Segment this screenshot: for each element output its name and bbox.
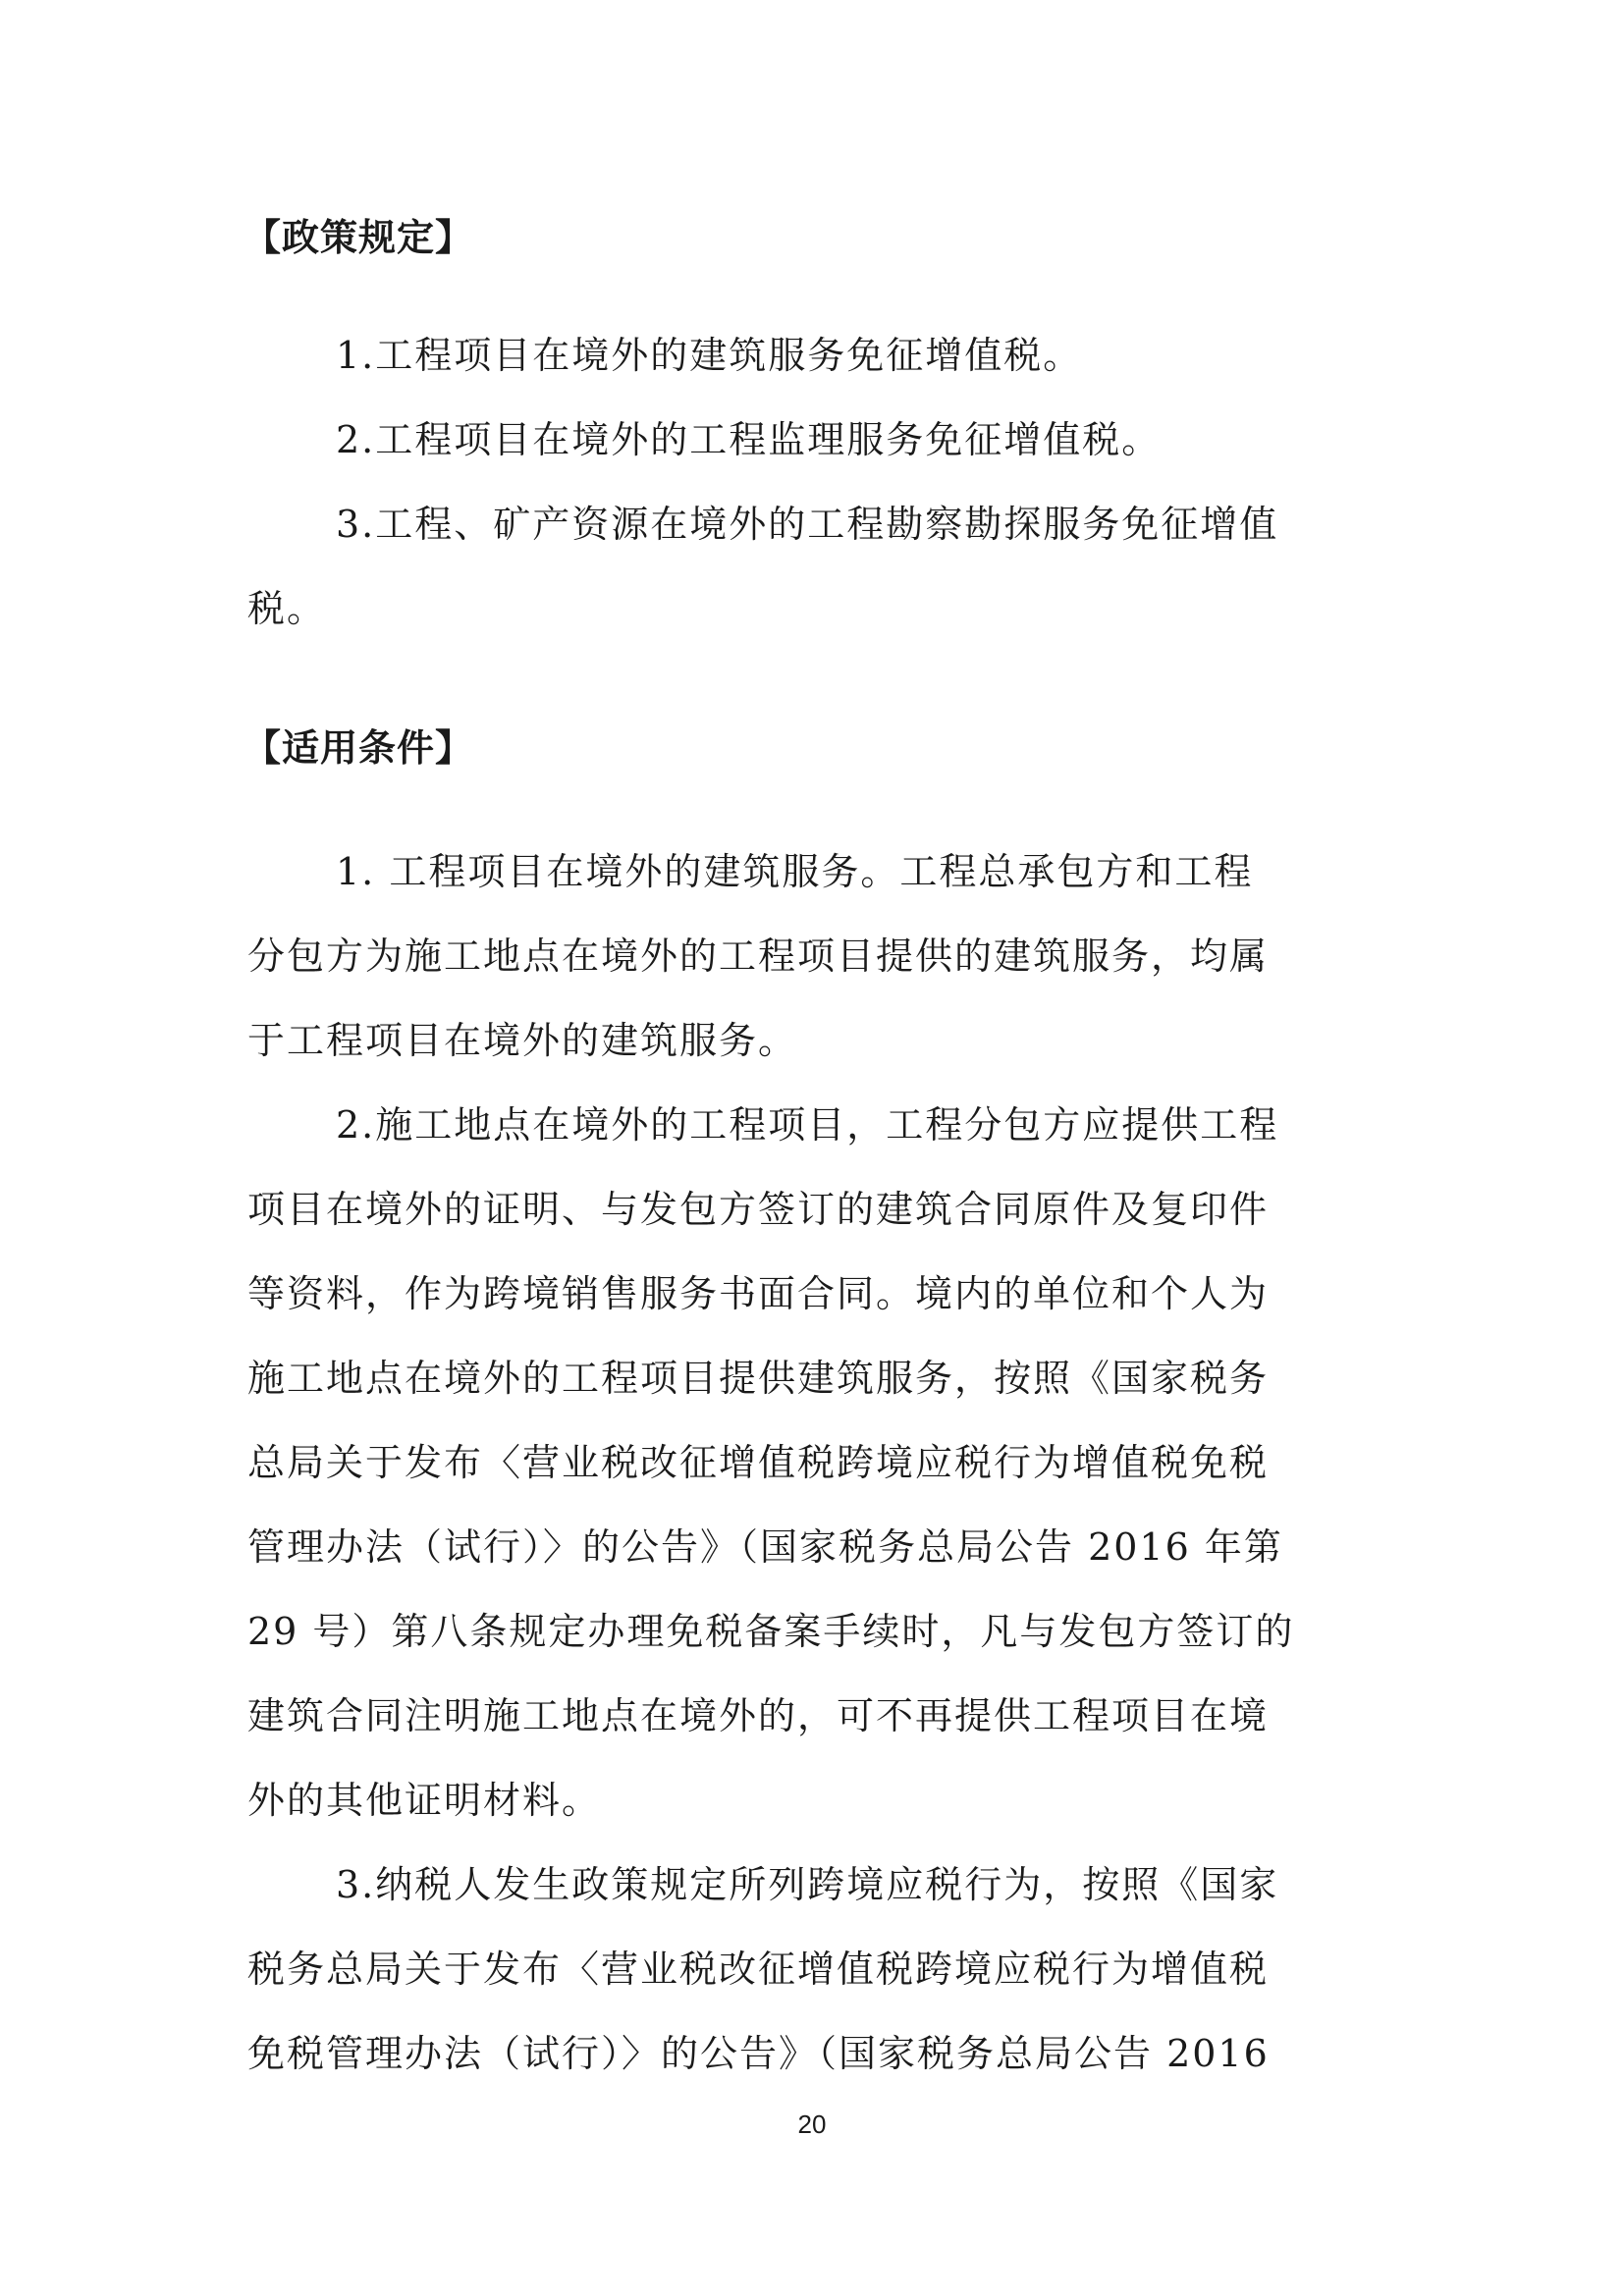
paragraph-line: 税。 (247, 587, 327, 630)
paragraph-line: 1.工程项目在境外的建筑服务免征增值税。 (336, 334, 1083, 377)
paragraph-line: 管理办法（试行）〉的公告》（国家税务总局公告 2016 年第 (247, 1525, 1283, 1569)
paragraph-line: 2.工程项目在境外的工程监理服务免征增值税。 (336, 418, 1162, 461)
paragraph-line: 施工地点在境外的工程项目提供建筑服务，按照《国家税务 (247, 1357, 1270, 1400)
paragraph-line: 免税管理办法（试行）〉的公告》（国家税务总局公告 2016 (247, 2032, 1270, 2075)
paragraph-line: 29 号）第八条规定办理免税备案手续时，凡与发包方签订的 (247, 1610, 1295, 1653)
paragraph-line: 总局关于发布〈营业税改征增值税跨境应税行为增值税免税 (247, 1441, 1270, 1484)
paragraph-line: 于工程项目在境外的建筑服务。 (247, 1019, 798, 1062)
paragraph-line: 建筑合同注明施工地点在境外的，可不再提供工程项目在境 (247, 1694, 1270, 1737)
paragraph-line: 等资料，作为跨境销售服务书面合同。境内的单位和个人为 (247, 1272, 1270, 1315)
paragraph-line: 3.工程、矿产资源在境外的工程勘察勘探服务免征增值 (336, 503, 1279, 546)
page-number: 20 (797, 2109, 827, 2139)
paragraph-line: 3.纳税人发生政策规定所列跨境应税行为，按照《国家 (336, 1863, 1279, 1906)
paragraph-line: 1. 工程项目在境外的建筑服务。工程总承包方和工程 (336, 850, 1254, 893)
section-heading-conditions: 【适用条件】 (244, 726, 474, 770)
paragraph-line: 分包方为施工地点在境外的工程项目提供的建筑服务，均属 (247, 934, 1270, 978)
section-heading-policy: 【政策规定】 (244, 216, 474, 259)
paragraph-line: 项目在境外的证明、与发包方签订的建筑合同原件及复印件 (247, 1188, 1270, 1231)
paragraph-line: 2.施工地点在境外的工程项目，工程分包方应提供工程 (336, 1103, 1279, 1147)
paragraph-line: 税务总局关于发布〈营业税改征增值税跨境应税行为增值税 (247, 1948, 1270, 1991)
paragraph-line: 外的其他证明材料。 (247, 1779, 602, 1822)
